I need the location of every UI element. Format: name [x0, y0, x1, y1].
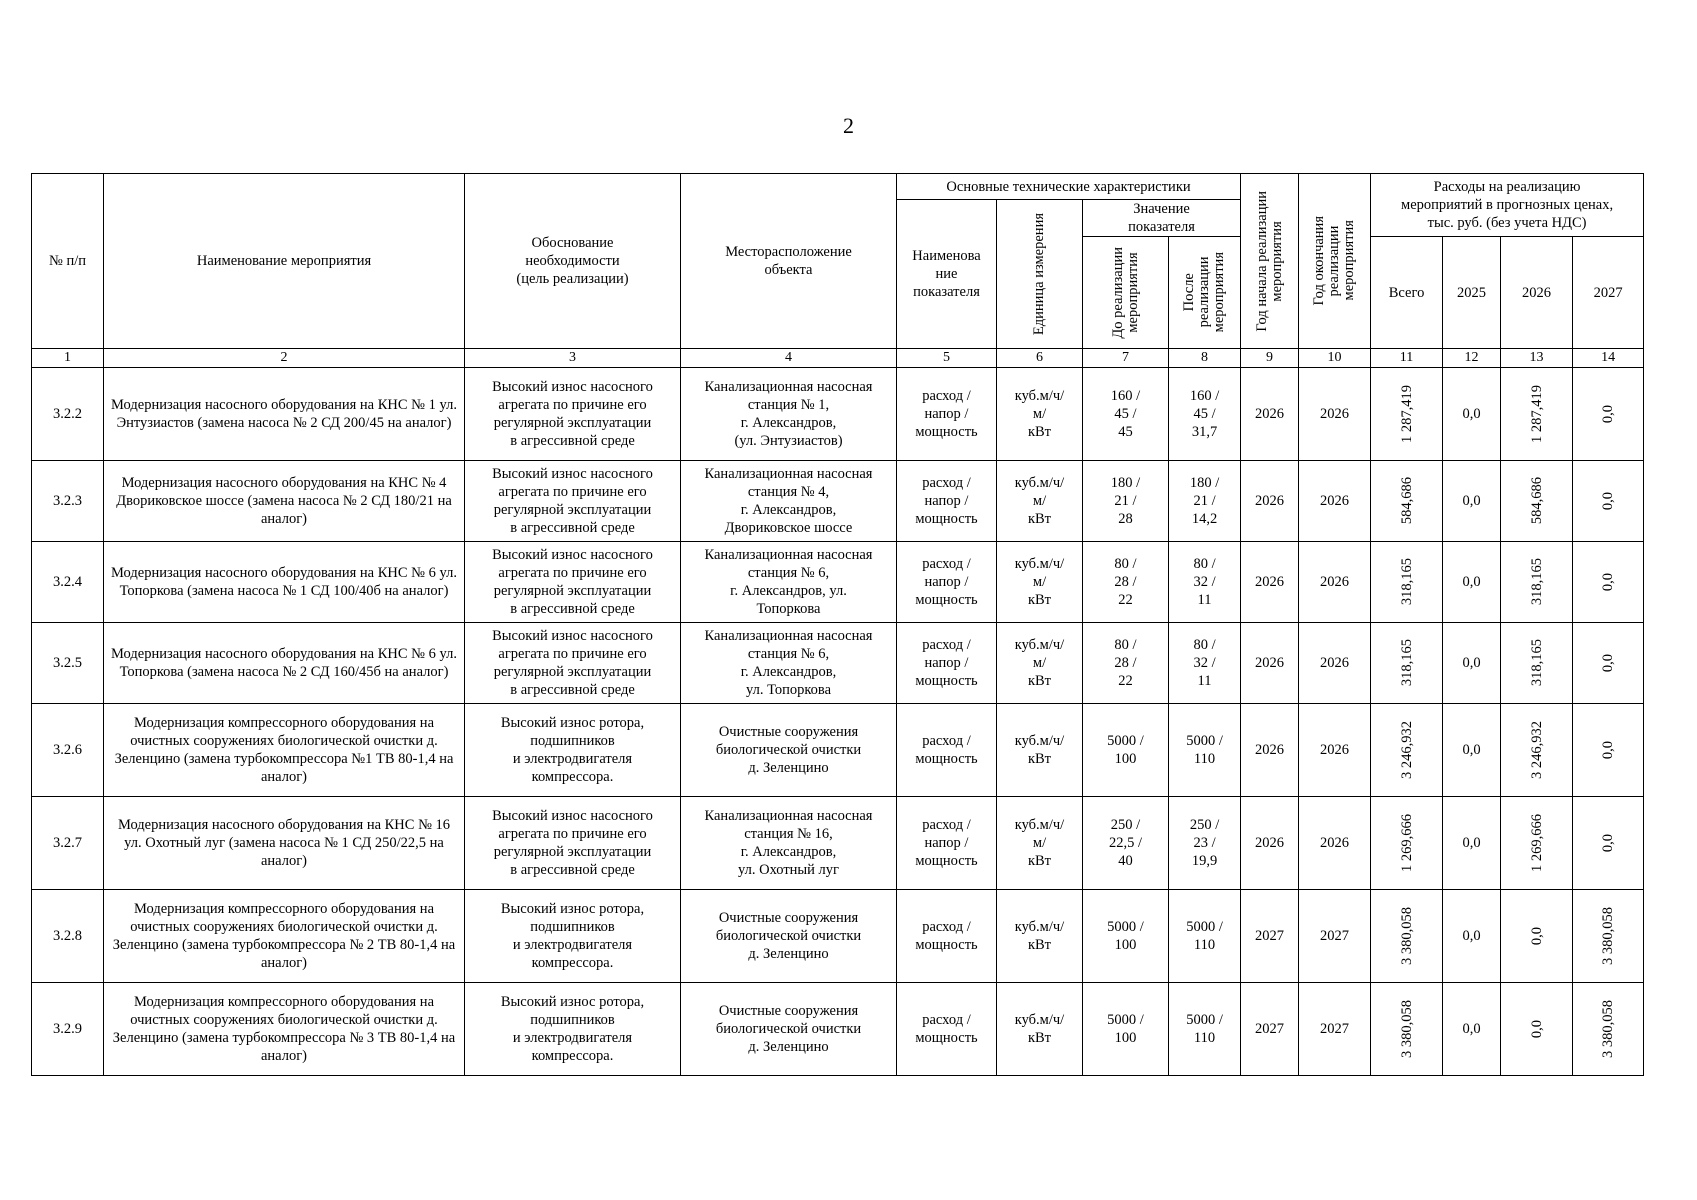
- column-number: 9: [1241, 349, 1299, 368]
- cell-total: 3 380,058: [1371, 983, 1443, 1076]
- page-number: 2: [843, 113, 854, 138]
- cell-2025: 0,0: [1443, 623, 1501, 704]
- cell-reason: Высокий износ насосного агрегата по причине его регулярной эксплуатации в агрессивной среде: [465, 461, 681, 542]
- cell-indicator: расход / напор / мощность: [897, 368, 997, 461]
- cell-after: 5000 / 110: [1169, 983, 1241, 1076]
- cell-reason: Высокий износ ротора, подшипников и электродвигателя компрессора.: [465, 890, 681, 983]
- cell-num: 3.2.5: [32, 623, 104, 704]
- cell-indicator: расход / напор / мощность: [897, 797, 997, 890]
- cell-num: 3.2.9: [32, 983, 104, 1076]
- cell-indicator: расход / мощность: [897, 704, 997, 797]
- cell-2027: 0,0: [1573, 461, 1644, 542]
- cell-indicator: расход / мощность: [897, 890, 997, 983]
- header-cost-group: Расходы на реализацию мероприятий в прогнозных ценах, тыс. руб. (без учета НДС): [1371, 174, 1644, 237]
- cell-reason: Высокий износ насосного агрегата по причине его регулярной эксплуатации в агрессивной среде: [465, 623, 681, 704]
- cell-unit: куб.м/ч/ м/ кВт: [997, 797, 1083, 890]
- cell-2026: 318,165: [1501, 623, 1573, 704]
- cell-total: 3 380,058: [1371, 890, 1443, 983]
- cell-name: Модернизация компрессорного оборудования на очистных сооружениях биологической очистки д. Зеленцино (замена турбокомпрессора № 3 ТВ 80-1,4 на аналог): [104, 983, 465, 1076]
- cell-after: 5000 / 110: [1169, 890, 1241, 983]
- cell-num: 3.2.3: [32, 461, 104, 542]
- cell-before: 5000 / 100: [1083, 890, 1169, 983]
- cell-2026: 0,0: [1501, 890, 1573, 983]
- cell-location: Очистные сооружения биологической очистки д. Зеленцино: [681, 704, 897, 797]
- cell-year-start: 2026: [1241, 542, 1299, 623]
- column-numbers-row: [32, 349, 1644, 368]
- column-number: 4: [681, 349, 897, 368]
- cell-2027: 0,0: [1573, 704, 1644, 797]
- cell-name: Модернизация насосного оборудования на КНС № 1 ул. Энтузиастов (замена насоса № 2 СД 200/45 на аналог): [104, 368, 465, 461]
- cell-2027: 3 380,058: [1573, 983, 1644, 1076]
- cell-name: Модернизация компрессорного оборудования на очистных сооружениях биологической очистки д. Зеленцино (замена турбокомпрессора № 2 ТВ 80-1,4 на аналог): [104, 890, 465, 983]
- table-row: [32, 368, 1644, 461]
- cell-year-end: 2027: [1299, 983, 1371, 1076]
- cell-unit: куб.м/ч/ кВт: [997, 704, 1083, 797]
- table-row: [32, 542, 1644, 623]
- cell-total: 318,165: [1371, 542, 1443, 623]
- cell-year-end: 2026: [1299, 797, 1371, 890]
- cell-num: 3.2.6: [32, 704, 104, 797]
- cell-total: 3 246,932: [1371, 704, 1443, 797]
- cell-after: 80 / 32 / 11: [1169, 542, 1241, 623]
- cell-location: Очистные сооружения биологической очистки д. Зеленцино: [681, 983, 897, 1076]
- cell-year-end: 2026: [1299, 461, 1371, 542]
- cell-2026: 318,165: [1501, 542, 1573, 623]
- cell-name: Модернизация насосного оборудования на КНС № 16 ул. Охотный луг (замена насоса № 1 СД 250/22,5 на аналог): [104, 797, 465, 890]
- cell-location: Канализационная насосная станция № 4, г. Александров, Двориковское шоссе: [681, 461, 897, 542]
- cell-num: 3.2.7: [32, 797, 104, 890]
- column-number: 7: [1083, 349, 1169, 368]
- cell-name: Модернизация компрессорного оборудования на очистных сооружениях биологической очистки д. Зеленцино (замена турбокомпрессора №1 ТВ 80-1,4 на аналог): [104, 704, 465, 797]
- column-number: 13: [1501, 349, 1573, 368]
- header-2026: 2026: [1501, 237, 1573, 349]
- cell-year-end: 2026: [1299, 368, 1371, 461]
- cell-year-end: 2027: [1299, 890, 1371, 983]
- cell-unit: куб.м/ч/ м/ кВт: [997, 623, 1083, 704]
- cell-reason: Высокий износ насосного агрегата по причине его регулярной эксплуатации в агрессивной среде: [465, 368, 681, 461]
- cell-indicator: расход / напор / мощность: [897, 623, 997, 704]
- cell-2027: 0,0: [1573, 623, 1644, 704]
- cell-year-start: 2026: [1241, 704, 1299, 797]
- column-number: 10: [1299, 349, 1371, 368]
- cell-indicator: расход / напор / мощность: [897, 542, 997, 623]
- cell-2027: 3 380,058: [1573, 890, 1644, 983]
- column-number: 14: [1573, 349, 1644, 368]
- cell-name: Модернизация насосного оборудования на КНС № 6 ул. Топоркова (замена насоса № 1 СД 100/40б на аналог): [104, 542, 465, 623]
- table-row: [32, 704, 1644, 797]
- cell-2025: 0,0: [1443, 890, 1501, 983]
- cell-unit: куб.м/ч/ кВт: [997, 890, 1083, 983]
- table-row: [32, 890, 1644, 983]
- cell-2027: 0,0: [1573, 542, 1644, 623]
- cell-2025: 0,0: [1443, 983, 1501, 1076]
- cell-before: 160 / 45 / 45: [1083, 368, 1169, 461]
- cell-unit: куб.м/ч/ м/ кВт: [997, 368, 1083, 461]
- header-unit: Единица измерения: [997, 200, 1083, 349]
- cell-2026: 3 246,932: [1501, 704, 1573, 797]
- cell-year-start: 2026: [1241, 368, 1299, 461]
- cell-reason: Высокий износ ротора, подшипников и электродвигателя компрессора.: [465, 704, 681, 797]
- header-total: Всего: [1371, 237, 1443, 349]
- cell-indicator: расход / мощность: [897, 983, 997, 1076]
- cell-num: 3.2.2: [32, 368, 104, 461]
- cell-year-start: 2026: [1241, 461, 1299, 542]
- cell-2025: 0,0: [1443, 368, 1501, 461]
- header-after: После реализации мероприятия: [1169, 237, 1241, 349]
- header-num: № п/п: [32, 174, 104, 349]
- cell-year-start: 2027: [1241, 890, 1299, 983]
- cell-2025: 0,0: [1443, 797, 1501, 890]
- cell-after: 5000 / 110: [1169, 704, 1241, 797]
- cell-before: 5000 / 100: [1083, 983, 1169, 1076]
- cell-2027: 0,0: [1573, 368, 1644, 461]
- cell-year-end: 2026: [1299, 623, 1371, 704]
- column-number: 11: [1371, 349, 1443, 368]
- header-location: Месторасположение объекта: [681, 174, 897, 349]
- cell-num: 3.2.8: [32, 890, 104, 983]
- table-row: [32, 461, 1644, 542]
- column-number: 12: [1443, 349, 1501, 368]
- events-table: [31, 173, 1644, 1076]
- cell-year-end: 2026: [1299, 542, 1371, 623]
- column-number: 5: [897, 349, 997, 368]
- cell-before: 80 / 28 / 22: [1083, 542, 1169, 623]
- cell-2026: 0,0: [1501, 983, 1573, 1076]
- header-before: До реализации мероприятия: [1083, 237, 1169, 349]
- column-number: 3: [465, 349, 681, 368]
- cell-location: Канализационная насосная станция № 6, г. Александров, ул. Топоркова: [681, 542, 897, 623]
- cell-before: 80 / 28 / 22: [1083, 623, 1169, 704]
- table-row: [32, 797, 1644, 890]
- cell-total: 1 269,666: [1371, 797, 1443, 890]
- cell-after: 180 / 21 / 14,2: [1169, 461, 1241, 542]
- cell-2026: 1 269,666: [1501, 797, 1573, 890]
- cell-unit: куб.м/ч/ кВт: [997, 983, 1083, 1076]
- cell-2027: 0,0: [1573, 797, 1644, 890]
- cell-year-end: 2026: [1299, 704, 1371, 797]
- column-number: 1: [32, 349, 104, 368]
- cell-total: 584,686: [1371, 461, 1443, 542]
- cell-2025: 0,0: [1443, 704, 1501, 797]
- cell-unit: куб.м/ч/ м/ кВт: [997, 542, 1083, 623]
- cell-before: 5000 / 100: [1083, 704, 1169, 797]
- column-number: 2: [104, 349, 465, 368]
- cell-year-start: 2027: [1241, 983, 1299, 1076]
- cell-after: 80 / 32 / 11: [1169, 623, 1241, 704]
- cell-after: 160 / 45 / 31,7: [1169, 368, 1241, 461]
- header-year-end: Год окончания реализации мероприятия: [1299, 174, 1371, 349]
- cell-year-start: 2026: [1241, 797, 1299, 890]
- table-body: [32, 368, 1644, 1076]
- cell-location: Канализационная насосная станция № 16, г. Александров, ул. Охотный луг: [681, 797, 897, 890]
- header-name: Наименование мероприятия: [104, 174, 465, 349]
- header-2027: 2027: [1573, 237, 1644, 349]
- header-indicator-name: Наименова ние показателя: [897, 200, 997, 349]
- cell-total: 318,165: [1371, 623, 1443, 704]
- cell-2026: 1 287,419: [1501, 368, 1573, 461]
- cell-total: 1 287,419: [1371, 368, 1443, 461]
- cell-indicator: расход / напор / мощность: [897, 461, 997, 542]
- cell-2026: 584,686: [1501, 461, 1573, 542]
- cell-before: 250 / 22,5 / 40: [1083, 797, 1169, 890]
- header-year-start: Год начала реализации мероприятия: [1241, 174, 1299, 349]
- cell-num: 3.2.4: [32, 542, 104, 623]
- header-tech-group: Основные технические характеристики: [897, 174, 1241, 200]
- cell-reason: Высокий износ насосного агрегата по причине его регулярной эксплуатации в агрессивной среде: [465, 797, 681, 890]
- cell-location: Канализационная насосная станция № 6, г. Александров, ул. Топоркова: [681, 623, 897, 704]
- header-reason: Обоснование необходимости (цель реализации): [465, 174, 681, 349]
- table-row: [32, 623, 1644, 704]
- cell-location: Канализационная насосная станция № 1, г. Александров, (ул. Энтузиастов): [681, 368, 897, 461]
- cell-after: 250 / 23 / 19,9: [1169, 797, 1241, 890]
- cell-reason: Высокий износ насосного агрегата по причине его регулярной эксплуатации в агрессивной среде: [465, 542, 681, 623]
- table-header: [32, 174, 1644, 368]
- cell-before: 180 / 21 / 28: [1083, 461, 1169, 542]
- cell-year-start: 2026: [1241, 623, 1299, 704]
- cell-unit: куб.м/ч/ м/ кВт: [997, 461, 1083, 542]
- column-number: 8: [1169, 349, 1241, 368]
- cell-2025: 0,0: [1443, 542, 1501, 623]
- cell-location: Очистные сооружения биологической очистки д. Зеленцино: [681, 890, 897, 983]
- cell-name: Модернизация насосного оборудования на КНС № 6 ул. Топоркова (замена насоса № 2 СД 160/45б на аналог): [104, 623, 465, 704]
- cell-reason: Высокий износ ротора, подшипников и электродвигателя компрессора.: [465, 983, 681, 1076]
- cell-name: Модернизация насосного оборудования на КНС № 4 Двориковское шоссе (замена насоса № 2 СД 180/21 на аналог): [104, 461, 465, 542]
- header-value-group: Значение показателя: [1083, 200, 1241, 237]
- table-row: [32, 983, 1644, 1076]
- cell-2025: 0,0: [1443, 461, 1501, 542]
- header-2025: 2025: [1443, 237, 1501, 349]
- column-number: 6: [997, 349, 1083, 368]
